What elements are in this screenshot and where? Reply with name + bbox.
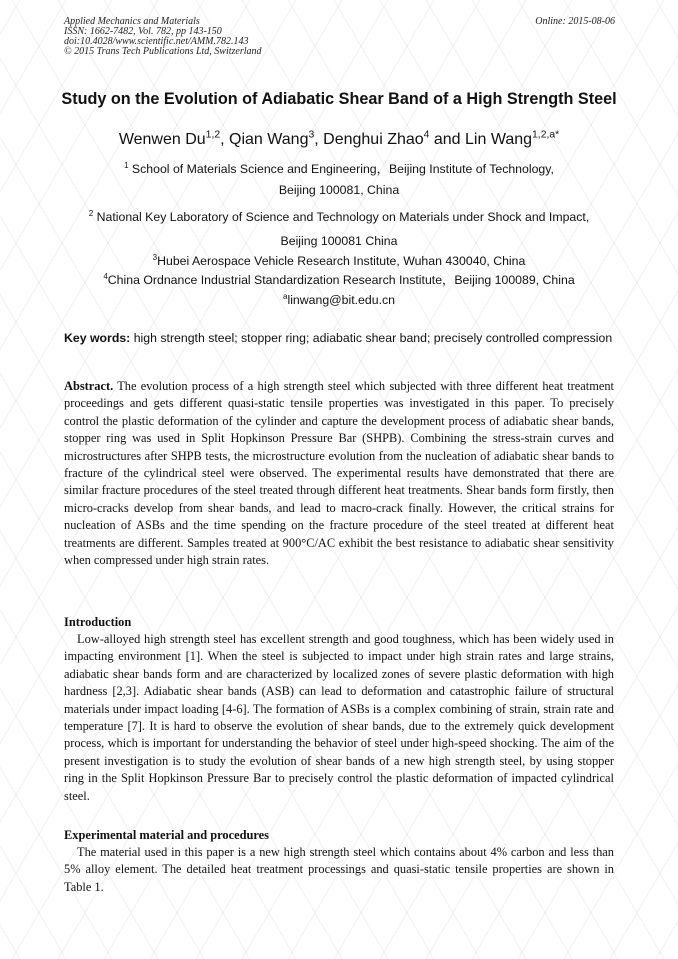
keywords-label: Key words: bbox=[64, 331, 131, 345]
author-affiliation-mark: 4 bbox=[423, 129, 430, 141]
author-separator: , bbox=[220, 131, 230, 148]
affiliation-3 bbox=[40, 251, 638, 271]
journal-name: Applied Mechanics and Materials bbox=[64, 16, 200, 27]
journal-doi: doi:10.4028/www.scientific.net/AMM.782.143 bbox=[64, 36, 249, 47]
affiliation-text: School of Materials Science and Engineering，Beijing Institute of Technology, bbox=[128, 162, 554, 176]
corresponding-email bbox=[40, 290, 638, 310]
affiliation-1 bbox=[40, 159, 638, 179]
author-affiliation-mark: 1,2 bbox=[205, 129, 221, 141]
author-affiliation-mark: 1,2,a* bbox=[532, 129, 560, 141]
online-date: Online: 2015-08-06 bbox=[535, 16, 615, 27]
email-mark: a bbox=[283, 291, 288, 301]
author-name: Qian Wang bbox=[229, 131, 309, 148]
affiliation-mark: 3 bbox=[152, 252, 158, 262]
keywords-text: high strength steel; stopper ring; adiabatic shear band; precisely controlled compression bbox=[130, 331, 613, 345]
journal-copyright: © 2015 Trans Tech Publications Ltd, Switzerland bbox=[64, 46, 262, 57]
author-separator: and bbox=[429, 131, 466, 148]
affiliation-mark: 4 bbox=[103, 271, 108, 281]
keywords bbox=[64, 329, 614, 347]
watermark-line bbox=[656, 0, 678, 959]
abstract-text: The evolution process of a high strength steel which subjected with three different heat treatment proceedings and gets different quasi-static tensile properties was investigated in this paper. To precisely control the plastic deformation of the cylinder and capture the development process of adiabatic shear bands, stopper ring was used in Split Hopkinson Pressure Bar (SHPB). Combining the stress-strain curves and microstructures after SHPB tests, the microstructure evolution from the nucleation of adiabatic shear bands to fracture of the cylindrical steel were observed. The experimental results have demonstrated that there are similar fracture procedures of the steel treated through different heat treatments. Shear bands form firstly, then micro-cracks develop from shear bands, and lead to macro-crack finally. However, the critical strains for nucleation of ASBs and the time spending on the fracture procedure of the steel treated at different heat treatments are different. Samples treated at 900°C/AC exhibit the best resistance to adiabatic shear sensitivity when compressed under high strain rates. bbox=[64, 379, 614, 568]
introduction-paragraph: Low-alloyed high strength steel has excellent strength and good toughness, which has been widely used in impacting environment [1]. When the steel is subjected to impact under high strain rates and large strains, adiabatic shear bands form and are characterized by localized zones of severe plastic deformation with high hardness [2,3]. Adiabatic shear bands (ASB) can lead to deformation and catastrophic failure of structural materials under impact loading [4-6]. The formation of ASBs is a complex combining of strain, strain rate and temperature [7]. It is hard to observe the evolution of shear bands, due to the extremely quick development process, which is important for understanding the behavior of steel under high-speed shocking. The aim of the present investigation is to study the evolution of shear bands of a new high strength steel, by using stopper ring in the Split Hopkinson Pressure Bar to precisely control the plastic deformation of impacted cylindrical steel. bbox=[64, 632, 614, 803]
journal-header bbox=[64, 17, 262, 57]
affiliation-mark: 2 bbox=[88, 208, 94, 218]
affiliation-mark: 1 bbox=[124, 160, 129, 170]
watermark-line bbox=[656, 0, 678, 959]
author-name: Wenwen Du bbox=[118, 131, 206, 148]
watermark-line bbox=[0, 0, 20, 959]
author-name: Denghui Zhao bbox=[323, 131, 424, 148]
abstract-label: Abstract. bbox=[64, 379, 114, 393]
journal-issn: ISSN: 1662-7482, Vol. 782, pp 143-150 bbox=[64, 26, 222, 37]
author-affiliation-mark: 3 bbox=[308, 129, 315, 141]
affiliation-text: National Key Laboratory of Science and Technology on Materials under Shock and Impact, bbox=[93, 210, 590, 224]
affiliation-text: China Ordnance Industrial Standardization Research Institute，Beijing 100089, China bbox=[107, 273, 575, 287]
author-list bbox=[40, 129, 638, 151]
abstract bbox=[64, 378, 614, 569]
affiliation-4 bbox=[40, 270, 638, 290]
watermark-line bbox=[0, 0, 20, 959]
affiliation-1-city: Beijing 100081, China bbox=[278, 183, 400, 197]
introduction-heading: Introduction bbox=[64, 615, 132, 629]
affiliation-2-city: Beijing 100081 China bbox=[280, 234, 398, 248]
email-address[interactable]: linwang@bit.edu.cn bbox=[287, 293, 395, 307]
author-separator: , bbox=[314, 131, 324, 148]
experimental-paragraph: The material used in this paper is a new high strength steel which contains about 4% carbon and less than 5% alloy element. The detailed heat treatment processings and quasi-static tensile properties are shown in Table 1. bbox=[64, 845, 614, 894]
experimental-heading: Experimental material and procedures bbox=[64, 828, 270, 842]
affiliation-2 bbox=[40, 207, 638, 227]
paper-title: Study on the Evolution of Adiabatic Shear Band of a High Strength Steel bbox=[61, 90, 617, 108]
affiliation-text: Hubei Aerospace Vehicle Research Institute, Wuhan 430040, China bbox=[157, 254, 526, 268]
author-name: Lin Wang bbox=[465, 131, 533, 148]
